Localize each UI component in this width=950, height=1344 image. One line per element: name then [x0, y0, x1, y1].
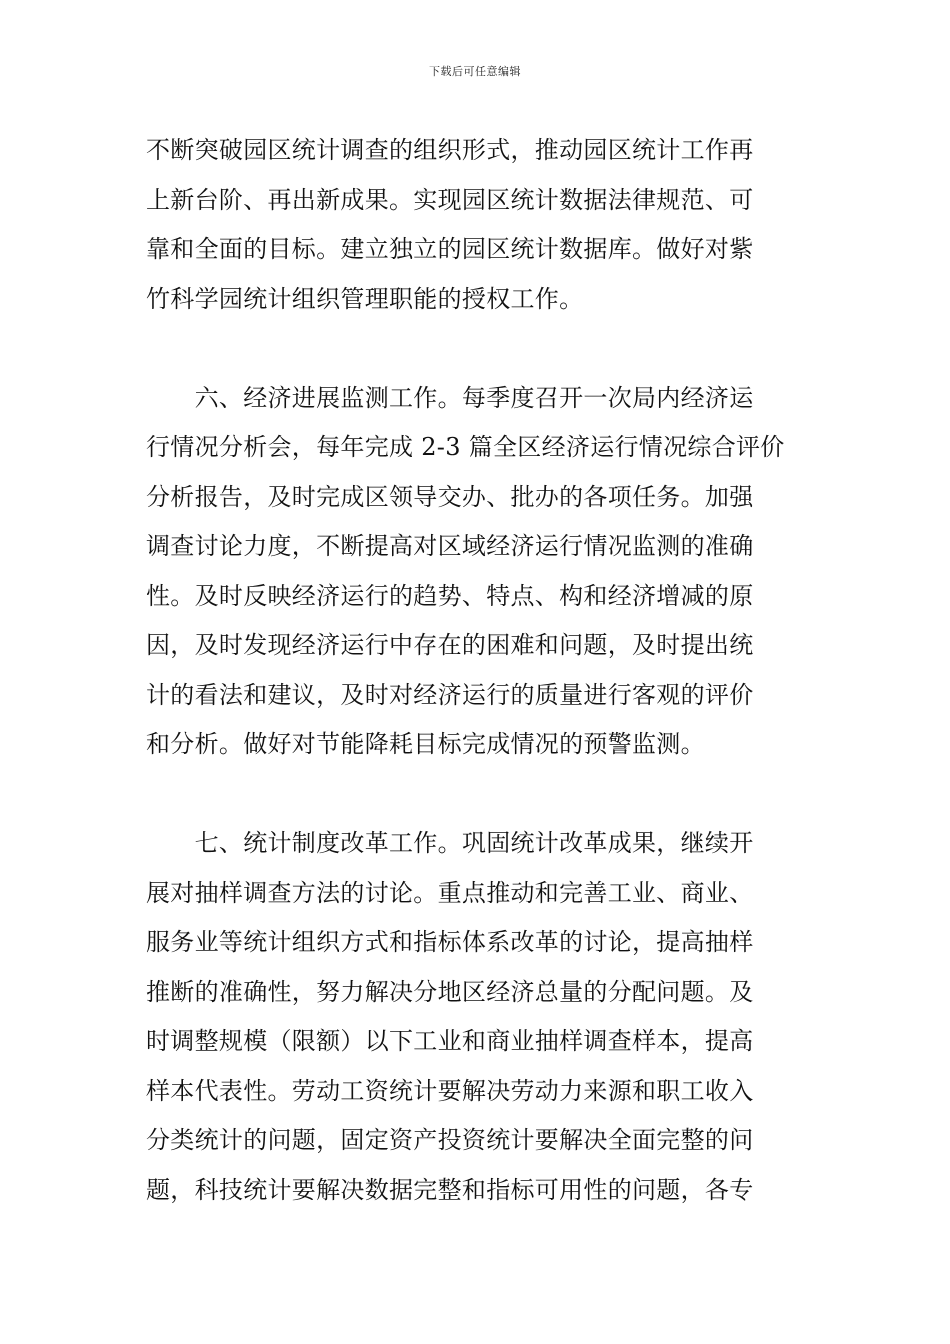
text-line: 性。及时反映经济运行的趋势、特点、构和经济增减的原	[146, 581, 754, 610]
text-line: 服务业等统计组织方式和指标体系改革的讨论，提高抽样	[146, 928, 754, 956]
text-line: 调查讨论力度，不断提高对区域经济运行情况监测的准确	[146, 532, 754, 560]
text-line: 和分析。做好对节能降耗目标完成情况的预警监测。	[146, 730, 705, 758]
text-line: 推断的准确性，努力解决分地区经济总量的分配问题。及	[146, 977, 754, 1006]
paragraph-system-reform	[146, 819, 806, 1215]
text-line: 靠和全面的目标。建立独立的园区统计数据库。做好对紫	[146, 235, 754, 263]
text-line: 样本代表性。劳动工资统计要解决劳动力来源和职工收入	[146, 1076, 754, 1105]
paragraph-continuation	[146, 126, 806, 324]
document-body	[146, 126, 806, 1215]
text-line: 题，科技统计要解决数据完整和指标可用性的问题，各专	[146, 1175, 754, 1204]
text-line: 分析报告，及时完成区领导交办、批办的各项任务。加强	[146, 482, 754, 511]
text-line: 因，及时发现经济运行中存在的困难和问题，及时提出统	[146, 631, 754, 659]
paragraph-gap	[146, 324, 806, 374]
text-line: 六、经济进展监测工作。每季度召开一次局内经济运	[146, 383, 754, 412]
paragraph-gap	[146, 770, 806, 820]
page-header: 下载后可任意编辑	[429, 65, 521, 78]
text-line: 行情况分析会，每年完成 2-3 篇全区经济运行情况综合评价	[146, 433, 785, 461]
text-line: 上新台阶、再出新成果。实现园区统计数据法律规范、可	[146, 185, 754, 214]
paragraph-economic-monitoring	[146, 374, 806, 770]
text-line: 竹科学园统计组织管理职能的授权工作。	[146, 284, 584, 313]
text-line: 七、统计制度改革工作。巩固统计改革成果，继续开	[146, 829, 754, 857]
text-line: 分类统计的问题，固定资产投资统计要解决全面完整的问	[146, 1126, 754, 1154]
text-line: 展对抽样调查方法的讨论。重点推动和完善工业、商业、	[146, 878, 754, 907]
text-line: 不断突破园区统计调查的组织形式，推动园区统计工作再	[146, 136, 754, 164]
text-line: 时调整规模（限额）以下工业和商业抽样调查样本，提高	[146, 1027, 754, 1055]
text-line: 计的看法和建议，及时对经济运行的质量进行客观的评价	[146, 680, 754, 709]
